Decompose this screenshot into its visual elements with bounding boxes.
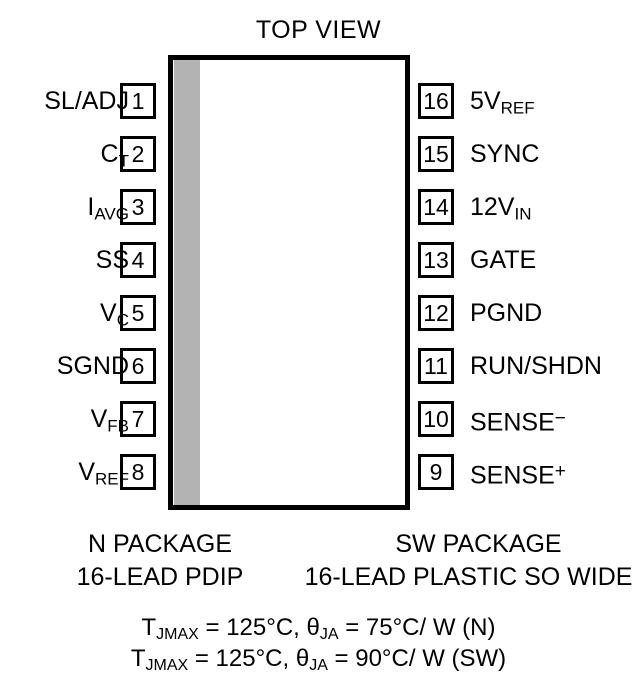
pin-number-box-left-4: 4 <box>120 242 156 278</box>
pin-label-right-9: SENSE+ <box>470 461 566 490</box>
pin-number-box-right-11: 11 <box>418 348 454 384</box>
right-package-description: 16-LEAD PLASTIC SO WIDE <box>304 563 633 591</box>
pin-number-box-left-5: 5 <box>120 295 156 331</box>
pin-label-right-13: GATE <box>470 246 537 274</box>
pin-label-right-15: SYNC <box>470 140 540 168</box>
pin-number-box-right-15: 15 <box>418 136 454 172</box>
thermal-spec-line-2: $T_{JMAX} = 125^\circ C$, $\theta_{JA} = 90^\circ C/$ W (SW) <box>130 645 507 674</box>
pin-number-box-left-6: 6 <box>120 348 156 384</box>
pin-number-box-right-14: 14 <box>418 189 454 225</box>
pin-number-box-left-2: 2 <box>120 136 156 172</box>
pin-label-left-3: $I_{AVG}$ <box>87 193 129 224</box>
pin-number-box-right-9: 9 <box>418 454 454 490</box>
pin-label-left-2: $C_T$ <box>100 140 129 171</box>
pin-label-right-11: RUN/SHDN <box>470 352 602 380</box>
chip-notch-bar <box>174 60 200 505</box>
pin-number-box-left-1: 1 <box>120 83 156 119</box>
right-package-name: SW PACKAGE <box>395 530 562 558</box>
pin-number-box-left-3: 3 <box>120 189 156 225</box>
left-package-name: N PACKAGE <box>87 530 233 558</box>
pin-label-left-7: $V_{FB}$ <box>90 405 129 436</box>
pin-number-box-right-13: 13 <box>418 242 454 278</box>
pin-number-box-right-12: 12 <box>418 295 454 331</box>
pin-label-left-1: SL/ADJ <box>44 87 129 115</box>
pin-label-right-14: $12V_{IN}$ <box>470 193 532 224</box>
thermal-spec-line-1: $T_{JMAX} = 125^\circ C$, $\theta_{JA} = 75^\circ C/$ W (N) <box>141 614 496 643</box>
pin-number-box-right-16: 16 <box>418 83 454 119</box>
pin-number-box-right-10: 10 <box>418 401 454 437</box>
pin-label-left-8: $V_{REF}$ <box>78 458 129 489</box>
top-view-title: TOP VIEW <box>255 16 382 44</box>
pin-number-box-left-8: 8 <box>120 454 156 490</box>
pin-label-left-4: SS <box>95 246 129 274</box>
pin-label-right-10: SENSE− <box>470 408 566 437</box>
chip-body-outline <box>168 55 410 510</box>
pin-number-box-left-7: 7 <box>120 401 156 437</box>
pin-label-right-16: $5V_{REF}$ <box>470 87 535 118</box>
left-package-description: 16-LEAD PDIP <box>76 563 244 591</box>
pin-label-right-12: PGND <box>470 299 543 327</box>
pin-label-left-6: SGND <box>56 352 129 380</box>
pin-label-left-5: $V_C$ <box>100 299 129 330</box>
